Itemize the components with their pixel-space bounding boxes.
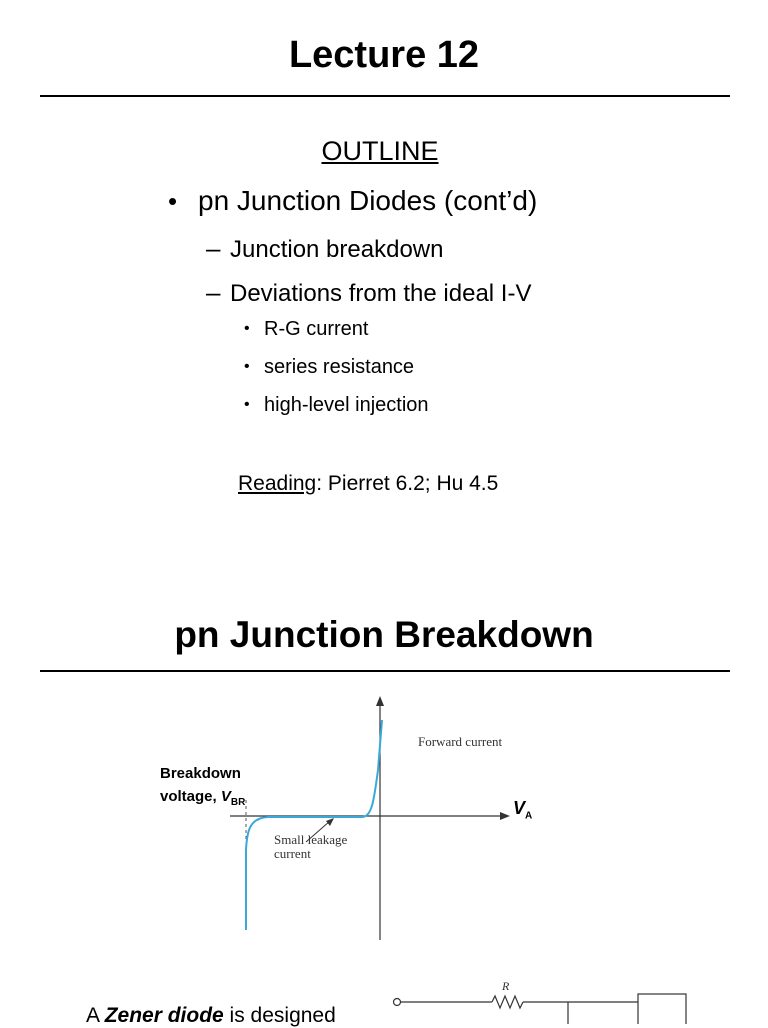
- sub-item: [206, 277, 531, 308]
- leakage-arrow-icon: [326, 818, 334, 826]
- reading-text: : Pierret 6.2; Hu 4.5: [316, 472, 499, 495]
- reading-line: [238, 472, 498, 496]
- zener-circuit-diagram: [388, 976, 698, 1024]
- breakdown-label-voltage: voltage,: [160, 788, 221, 805]
- bullet-icon: •: [168, 186, 178, 216]
- breakdown-voltage-label: [160, 762, 245, 814]
- resistor-label: R: [502, 979, 510, 993]
- terminal-icon: [394, 999, 401, 1006]
- sub-sub-item: [244, 318, 368, 341]
- dash-icon: –: [206, 233, 221, 263]
- bullet-icon: •: [244, 320, 250, 337]
- vbr-subscript: BR: [230, 797, 246, 808]
- breakdown-label-line1: Breakdown: [160, 765, 241, 782]
- x-axis-arrow-icon: [500, 812, 510, 820]
- bullet-main-text: pn Junction Diodes (cont’d): [198, 185, 538, 216]
- sub-item-text: Junction breakdown: [230, 236, 444, 263]
- sub-item-text: Deviations from the ideal I-V: [230, 280, 532, 307]
- bullet-icon: •: [244, 396, 250, 413]
- slide-title: pn Junction Breakdown: [174, 614, 594, 655]
- zener-prefix: A: [86, 1004, 105, 1027]
- va-subscript: A: [525, 810, 533, 822]
- bullet-icon: •: [244, 358, 250, 375]
- forward-current-label: Forward current: [418, 734, 503, 749]
- resistor-icon: [492, 996, 523, 1008]
- dash-icon: –: [206, 277, 221, 307]
- reading-label: Reading: [238, 472, 317, 495]
- y-axis-arrow-icon: [376, 696, 384, 706]
- load-box: [638, 994, 686, 1024]
- iv-curve: [246, 720, 382, 930]
- zener-text: [86, 1004, 336, 1028]
- zener-suffix: is designed: [223, 1004, 336, 1027]
- breakdown-label-line2: [160, 785, 245, 814]
- leakage-label-line2: current: [274, 846, 311, 861]
- sub-sub-item-text: series resistance: [264, 356, 415, 378]
- sub-sub-item: [244, 394, 429, 417]
- iv-curve-figure: [150, 690, 570, 950]
- sub-sub-item-text: R-G current: [264, 318, 369, 340]
- sub-sub-item: [244, 356, 414, 379]
- bullet-main: [168, 185, 537, 217]
- va-symbol: V: [513, 798, 526, 818]
- zener-bold: Zener diode: [104, 1004, 224, 1027]
- vbr-symbol: V: [220, 788, 231, 805]
- leakage-label-line1: Small leakage: [274, 832, 348, 847]
- sub-item: [206, 233, 443, 264]
- outline-heading: OUTLINE: [321, 136, 439, 166]
- title-divider: [40, 670, 730, 672]
- sub-sub-item-text: high-level injection: [264, 394, 429, 416]
- title-divider: [40, 95, 730, 97]
- slide-title: Lecture 12: [288, 34, 480, 76]
- va-axis-label: [513, 798, 532, 822]
